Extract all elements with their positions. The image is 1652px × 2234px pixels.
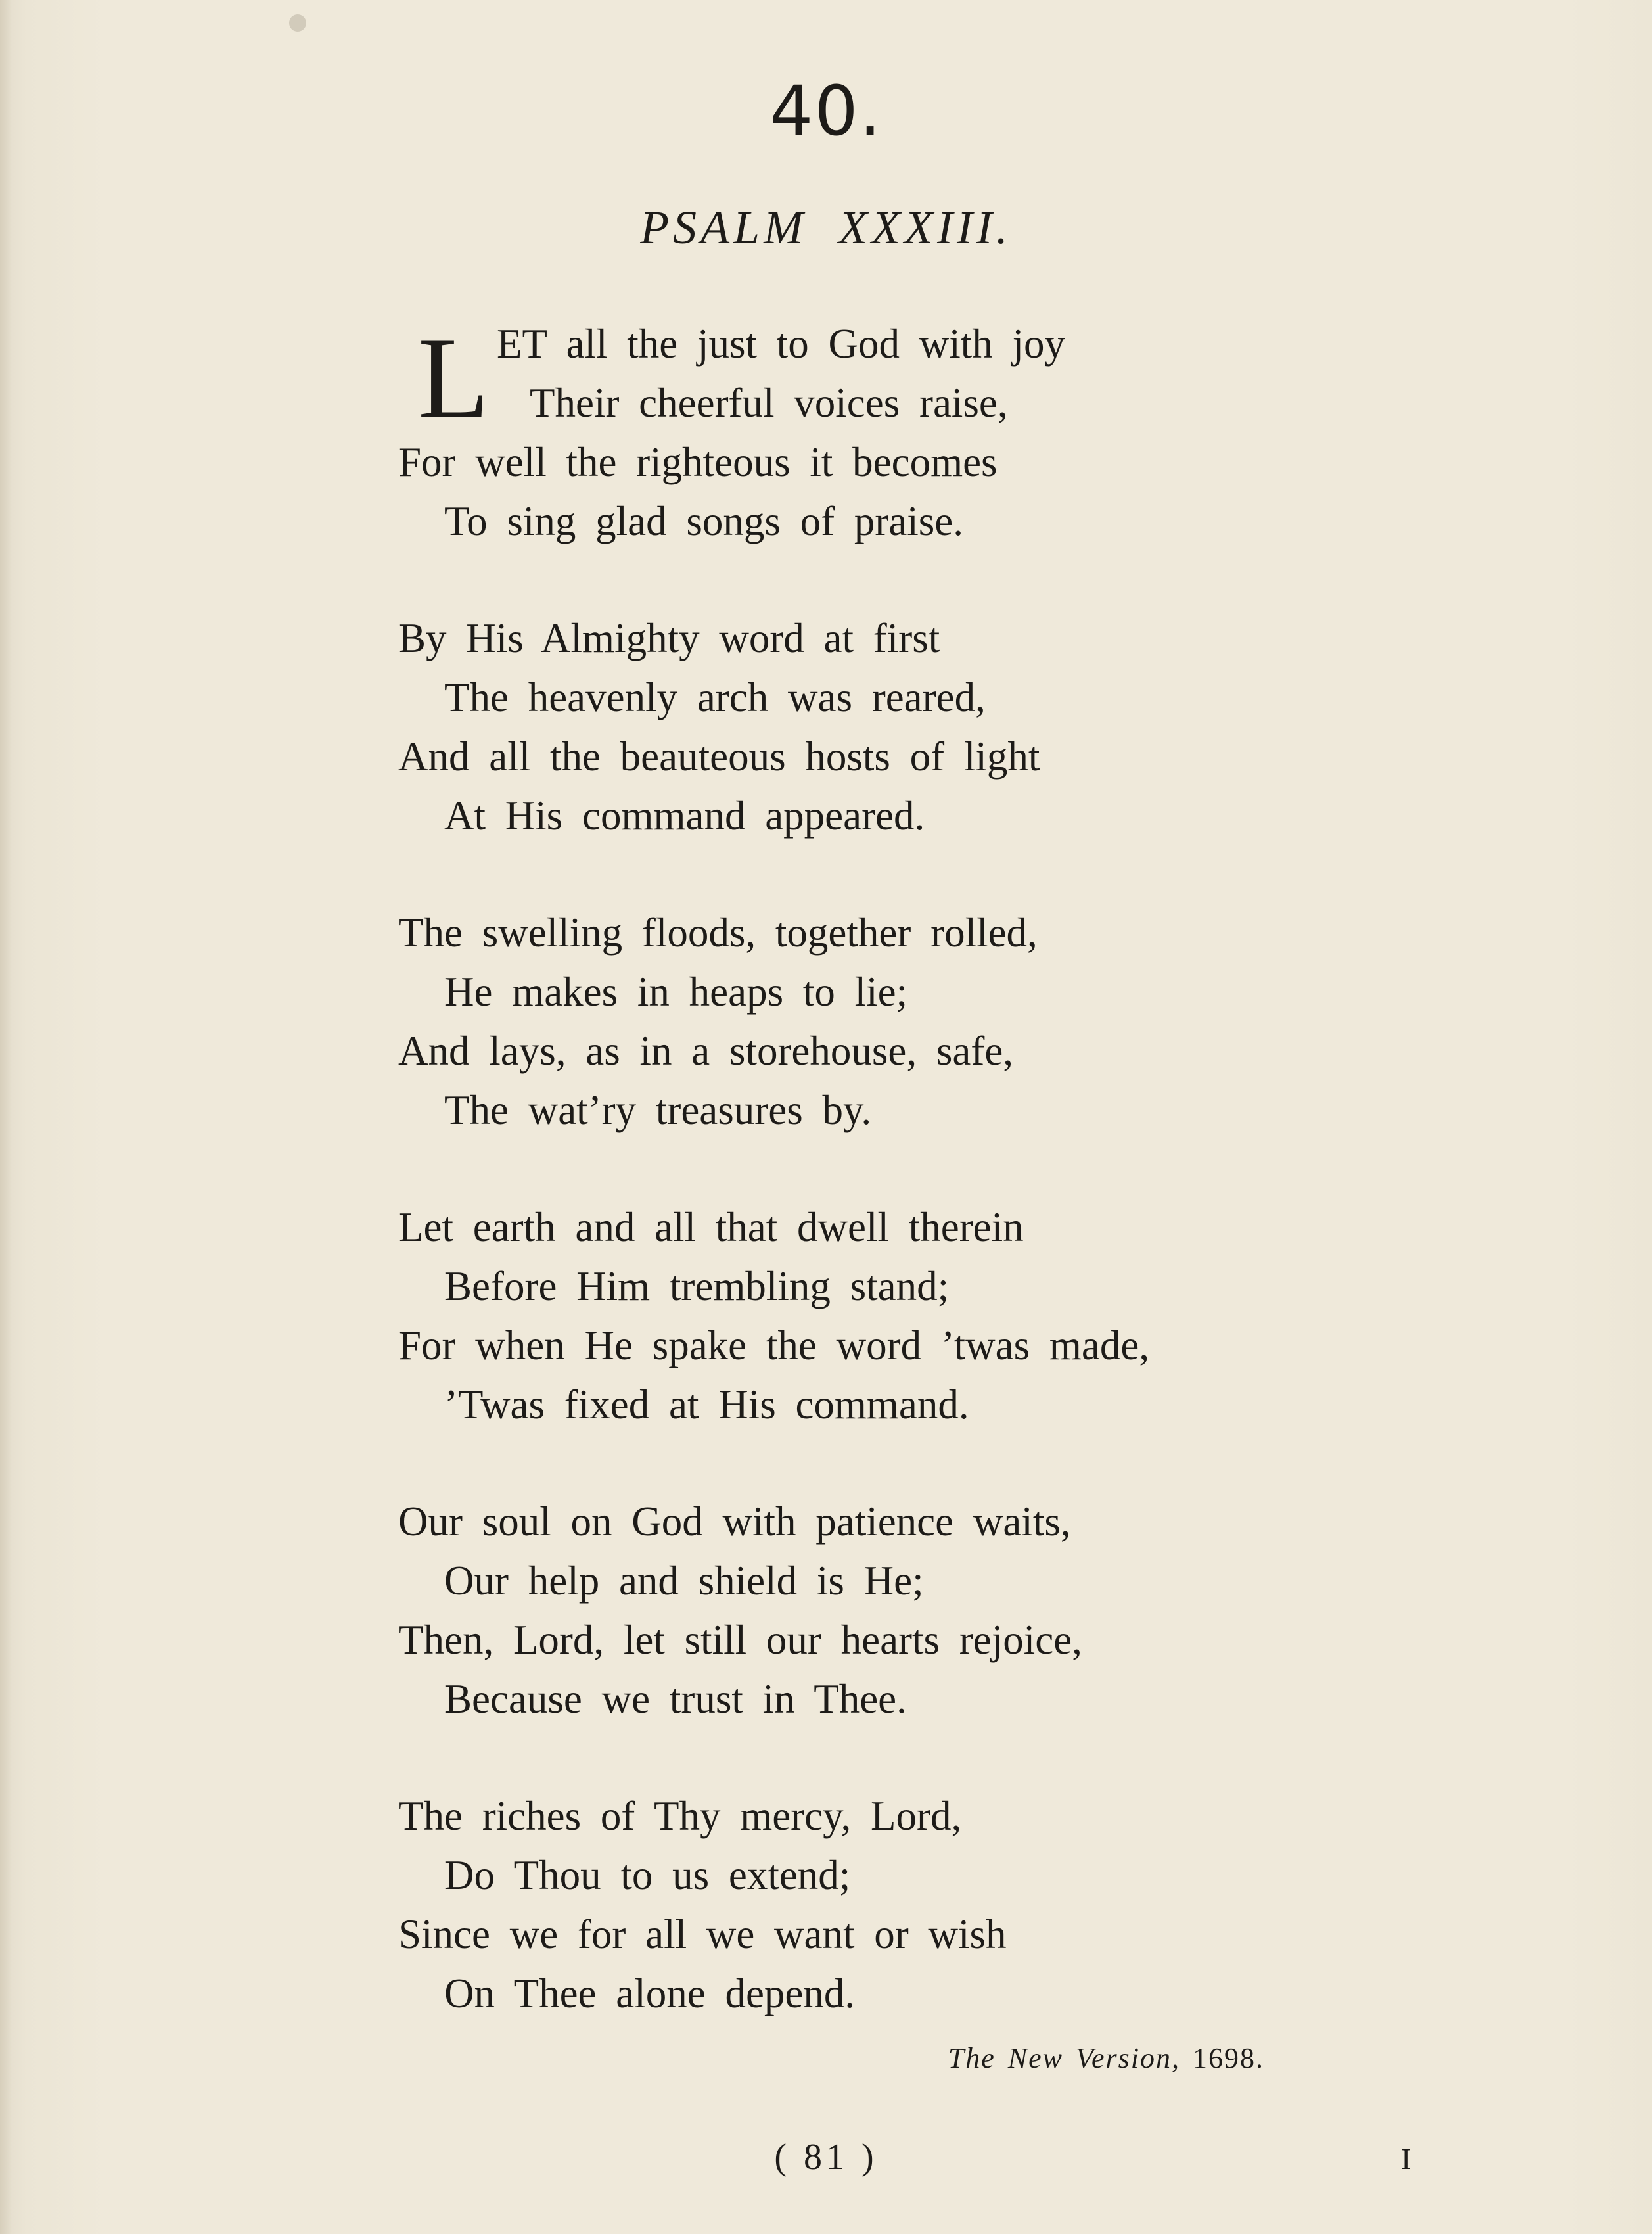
poem (398, 314, 1581, 2023)
hymn-number: 40. (769, 71, 883, 151)
poem-line: The riches of Thy mercy, Lord, (398, 1793, 962, 1839)
poem-line: ET all the just to God with joy (497, 321, 1066, 367)
poem-line: Do Thou to us extend; (444, 1852, 851, 1898)
poem-line: ’Twas fixed at His command. (444, 1382, 969, 1428)
poem-line: Our soul on God with patience waits, (398, 1499, 1071, 1545)
stanza-6 (398, 1786, 1581, 2023)
spine-shadow (0, 0, 12, 2234)
poem-line: The heavenly arch was reared, (444, 674, 986, 720)
poem-line: Before Him trembling stand; (444, 1263, 950, 1309)
page-number: ( 81 ) (774, 2137, 878, 2177)
attribution (948, 2041, 1264, 2075)
drop-cap: L (418, 313, 490, 443)
poem-line: Our help and shield is He; (444, 1558, 924, 1604)
poem-line: To sing glad songs of praise. (444, 498, 964, 544)
paper-speck (289, 14, 306, 32)
psalm-title: PSALM XXXIII. (640, 201, 1012, 254)
poem-line: On Thee alone depend. (444, 1970, 856, 2016)
poem-line: And lays, as in a storehouse, safe, (398, 1028, 1014, 1074)
signature-mark: I (1401, 2142, 1411, 2176)
attribution-year: 1698. (1193, 2042, 1264, 2074)
stanza-4 (398, 1198, 1581, 1434)
poem-line: And all the beauteous hosts of light (398, 733, 1040, 780)
poem-line: Because we trust in Thee. (444, 1676, 907, 1722)
poem-line: Then, Lord, let still our hearts rejoice, (398, 1617, 1082, 1663)
poem-line: For well the righteous it becomes (398, 439, 998, 485)
attribution-source: The New Version, (948, 2042, 1180, 2074)
poem-line: The swelling floods, together rolled, (398, 910, 1038, 956)
poem-line: Their cheerful voices raise, (530, 380, 1008, 426)
poem-line: At His command appeared. (444, 793, 925, 839)
poem-line: For when He spake the word ’twas made, (398, 1322, 1150, 1368)
stanza-1 (398, 314, 1581, 551)
poem-line: Let earth and all that dwell therein (398, 1204, 1024, 1250)
stanza-2 (398, 609, 1581, 845)
poem-line: He makes in heaps to lie; (444, 969, 908, 1015)
poem-line: The wat’ry treasures by. (444, 1087, 872, 1133)
stanza-5 (398, 1492, 1581, 1729)
poem-line: Since we for all we want or wish (398, 1911, 1007, 1957)
poem-line: By His Almighty word at first (398, 615, 940, 661)
stanza-3 (398, 903, 1581, 1140)
